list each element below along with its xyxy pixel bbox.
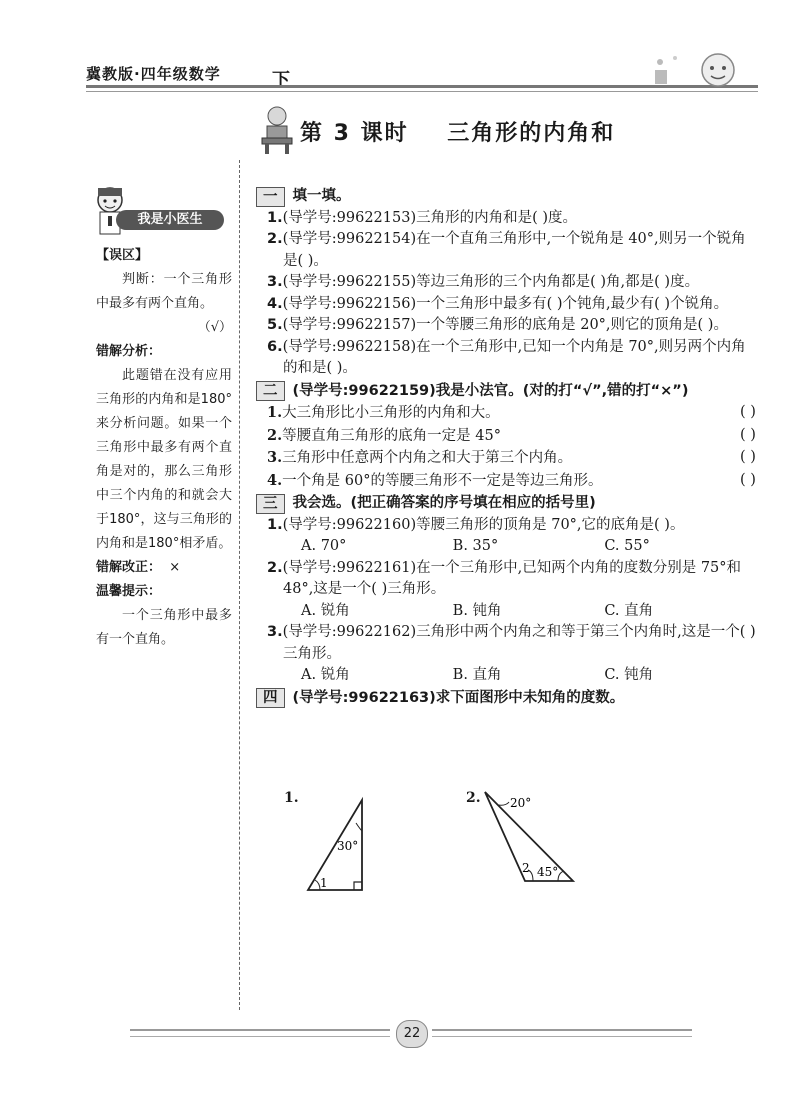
figure-2-obtuse-triangle — [478, 788, 580, 886]
figure-2-label: 2. — [466, 790, 481, 806]
judge-text: 判断：一个三角形中最多有两个直角。 — [96, 272, 232, 311]
tip-label: 温馨提示： — [96, 584, 162, 599]
s2-question-2: 2.等腰直角三角形的底角一定是 45° ( ) — [267, 426, 756, 444]
section-2-num: 二 — [256, 381, 285, 401]
right-angle-mark — [354, 882, 362, 890]
s1-question-4: 4.(导学号:99622156)一个三角形中最多有( )个钝角,最少有( )个锐角。 — [267, 295, 729, 312]
page-number: 22 — [396, 1020, 428, 1048]
section-4-title: (导学号:99622163)求下面图形中未知角的度数。 — [292, 689, 625, 706]
analysis-text: 此题错在没有应用三角形的内角和是180°来分析问题。如果一个三角形中最多有两个直角是对的，那么三角形中三个内角的和就会大于180°，这与三角形的内角和是180°相矛盾。 — [96, 368, 232, 551]
angle-30-label: 30° — [337, 839, 359, 853]
s1-question-2: 2.(导学号:99622154)在一个直角三角形中,一个锐角是 40°,则另一个锐角是( )。 — [267, 231, 746, 269]
correction-value: × — [169, 560, 181, 575]
header-rule-thin — [86, 91, 758, 92]
doctor-banner — [90, 184, 230, 240]
section-1-num: 一 — [256, 187, 285, 207]
s3-q1-options — [256, 536, 756, 558]
judge-mark: （√） — [197, 320, 232, 335]
s1-question-5: 5.(导学号:99622157)一个等腰三角形的底角是 20°,则它的顶角是( )。 — [267, 317, 728, 333]
volume-mark: 下 — [272, 70, 290, 91]
footer-rule-left-thin — [130, 1036, 390, 1037]
error-zone-label: 【误区】 — [96, 248, 149, 263]
lesson-title: 第 3 课时 三角形的内角和 — [300, 121, 616, 146]
cartoon-decoration-icon — [640, 50, 750, 90]
section-3-heading — [256, 493, 756, 515]
angle-2-label: 2 — [522, 861, 530, 875]
footer-rule-left — [130, 1029, 390, 1031]
option-c: C. 直角 — [604, 602, 654, 619]
sidebar-divider — [239, 160, 240, 1010]
tip-text: 一个三角形中最多有一个直角。 — [96, 608, 232, 647]
section-3-title: 我会选。(把正确答案的序号填在相应的括号里) — [292, 495, 596, 511]
s1-question-1: 1.(导学号:99622153)三角形的内角和是( )度。 — [267, 209, 578, 226]
s3-q3-options — [256, 665, 756, 687]
s3-question-3: 3.(导学号:99622162)三角形中两个内角之和等于第三个内角时,这是一个( )三角形。 — [267, 624, 756, 662]
section-1-title: 填一填。 — [292, 188, 351, 204]
angle-arc-base — [558, 871, 564, 881]
s3-question-2: 2.(导学号:99622161)在一个三角形中,已知两个内角的度数分别是 75°和 48°,这是一个( )三角形。 — [267, 559, 742, 597]
s2-question-1: 1.大三角形比小三角形的内角和大。 ( ) — [267, 404, 756, 421]
correction-label: 错解改正： — [96, 560, 162, 575]
banner-text: 我是小医生 — [116, 210, 224, 230]
option-c: C. 55° — [604, 538, 650, 554]
s2-question-4: 4.一个角是 60°的等腰三角形不一定是等边三角形。 ( ) — [267, 471, 756, 489]
option-a: A. 70° — [301, 538, 347, 554]
footer-rule-right-thin — [432, 1036, 692, 1037]
angle-1-label: 1 — [320, 876, 328, 890]
s2-question-3: 3.三角形中任意两个内角之和大于第三个内角。 ( ) — [267, 449, 756, 466]
figure-1-right-triangle — [300, 795, 380, 895]
section-4-heading — [256, 688, 756, 710]
figure-1-label: 1. — [284, 790, 299, 806]
option-c: C. 钝角 — [604, 667, 654, 683]
option-b: B. 直角 — [452, 667, 502, 683]
footer-rule-right — [432, 1029, 692, 1031]
section-4-num: 四 — [256, 688, 285, 708]
series-title: 冀教版·四年级数学 — [86, 65, 221, 83]
analysis-label: 错解分析： — [96, 344, 162, 359]
s3-question-1: 1.(导学号:99622160)等腰三角形的顶角是 70°,它的底角是( )。 — [267, 516, 685, 533]
angle-45-label: 45° — [537, 865, 559, 879]
s1-question-3: 3.(导学号:99622155)等边三角形的三个内角都是( )角,都是( )度。 — [267, 274, 700, 290]
option-b: B. 钝角 — [452, 602, 502, 619]
option-a: A. 锐角 — [301, 602, 350, 619]
option-a: A. 锐角 — [301, 667, 350, 683]
exercise-content — [256, 186, 756, 709]
section-2-heading — [256, 381, 756, 403]
s3-q2-options — [256, 601, 756, 623]
angle-20-label: 20° — [510, 796, 532, 810]
section-2-title: (导学号:99622159)我是小法官。(对的打“√”,错的打“×”) — [292, 382, 689, 399]
angle-arc-top — [498, 802, 509, 805]
section-1-heading — [256, 186, 756, 208]
s1-question-6: 6.(导学号:99622158)在一个三角形中,已知一个内角是 70°,则另两个内角的和是( )。 — [267, 338, 746, 376]
student-desk-icon — [258, 104, 296, 156]
section-3-num: 三 — [256, 494, 285, 514]
sidebar-content — [96, 244, 232, 652]
option-b: B. 35° — [452, 538, 499, 554]
